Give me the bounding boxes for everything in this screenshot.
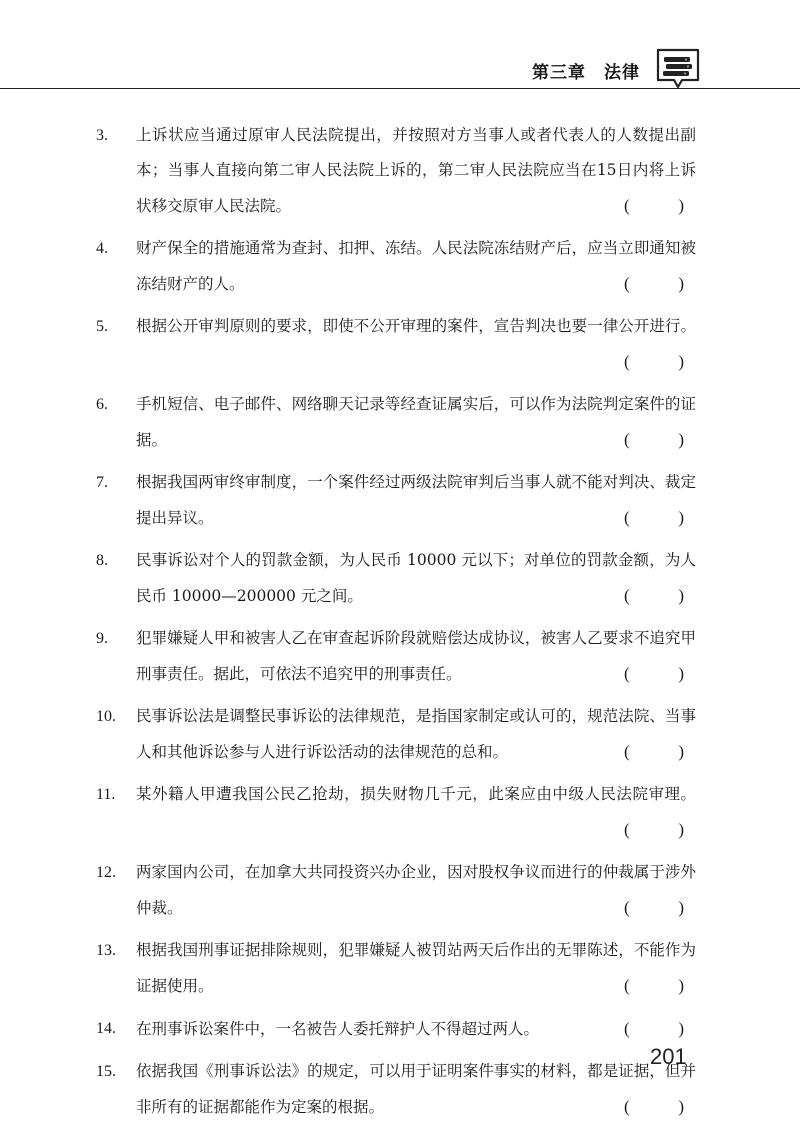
question-number: 6. bbox=[96, 396, 108, 413]
bracket-open: ( bbox=[624, 586, 630, 605]
question-text: 依据我国《刑事诉讼法》的规定，可以用于证明案件事实的材料，都是证据，但并非所有的证据都能作为定案的根据。 bbox=[136, 1062, 696, 1116]
question-text: 两家国内公司，在加拿大共同投资兴办企业，因对股权争议而进行的仲裁属于涉外仲裁。 bbox=[136, 863, 696, 917]
question-item bbox=[96, 543, 696, 614]
bracket-open: ( bbox=[624, 274, 630, 293]
bracket-close: ) bbox=[678, 352, 684, 371]
answer-bracket[interactable] bbox=[624, 1089, 684, 1124]
question-text-block bbox=[136, 387, 696, 458]
answer-bracket[interactable] bbox=[624, 890, 684, 925]
question-item bbox=[96, 387, 696, 458]
question-text: 根据我国刑事证据排除规则，犯罪嫌疑人被罚站两天后作出的无罪陈述，不能作为证据使用。 bbox=[136, 941, 696, 995]
bracket-open: ( bbox=[624, 820, 630, 839]
bracket-close: ) bbox=[678, 898, 684, 917]
chapter-title: 第三章 法律 bbox=[532, 63, 640, 83]
bracket-close: ) bbox=[678, 586, 684, 605]
answer-bracket[interactable] bbox=[624, 656, 684, 691]
answer-bracket[interactable] bbox=[624, 500, 684, 535]
bracket-close: ) bbox=[678, 196, 684, 215]
question-number: 14. bbox=[96, 1020, 116, 1037]
question-number: 13. bbox=[96, 942, 116, 959]
question-number: 7. bbox=[96, 474, 108, 491]
question-number: 5. bbox=[96, 318, 108, 335]
bracket-close: ) bbox=[678, 1019, 684, 1038]
bracket-open: ( bbox=[624, 898, 630, 917]
bracket-close: ) bbox=[678, 430, 684, 449]
question-text: 某外籍人甲遭我国公民乙抢劫，损失财物几千元，此案应由中级人民法院审理。 bbox=[136, 785, 696, 803]
bracket-open: ( bbox=[624, 664, 630, 683]
page-header bbox=[0, 0, 800, 92]
question-item bbox=[96, 1054, 696, 1125]
bracket-close: ) bbox=[678, 976, 684, 995]
question-item bbox=[96, 621, 696, 692]
question-text: 在刑事诉讼案件中，一名被告人委托辩护人不得超过两人。 bbox=[136, 1020, 540, 1038]
answer-bracket[interactable] bbox=[624, 266, 684, 301]
bracket-close: ) bbox=[678, 742, 684, 761]
question-text-block bbox=[136, 699, 696, 770]
bracket-open: ( bbox=[624, 430, 630, 449]
question-number: 10. bbox=[96, 708, 116, 725]
question-item bbox=[96, 118, 696, 224]
question-text: 上诉状应当通过原审人民法院提出，并按照对方当事人或者代表人的人数提出副本；当事人直接向第二审人民法院上诉的，第二审人民法院应当在15日内将上诉状移交原审人民法院。 bbox=[136, 126, 696, 215]
question-number: 4. bbox=[96, 240, 108, 257]
page-number: 201 bbox=[650, 1044, 687, 1069]
question-item bbox=[96, 1011, 696, 1047]
question-item bbox=[96, 231, 696, 302]
question-text-block bbox=[136, 231, 696, 302]
book-stack-icon bbox=[654, 44, 702, 92]
question-text: 手机短信、电子邮件、网络聊天记录等经查证属实后，可以作为法院判定案件的证据。 bbox=[136, 395, 696, 449]
question-text-block bbox=[136, 118, 696, 224]
question-number: 12. bbox=[96, 864, 116, 881]
bracket-open: ( bbox=[624, 1097, 630, 1116]
answer-bracket[interactable] bbox=[624, 968, 684, 1003]
bracket-close: ) bbox=[678, 274, 684, 293]
bracket-open: ( bbox=[624, 742, 630, 761]
bracket-close: ) bbox=[678, 1097, 684, 1116]
question-list bbox=[96, 118, 696, 1132]
question-text-block bbox=[136, 1054, 696, 1125]
answer-bracket[interactable] bbox=[624, 812, 684, 847]
question-text-block bbox=[136, 621, 696, 692]
answer-bracket[interactable] bbox=[624, 1011, 684, 1046]
bracket-close: ) bbox=[678, 664, 684, 683]
bracket-open: ( bbox=[624, 976, 630, 995]
header-rule bbox=[0, 88, 800, 89]
question-item bbox=[96, 855, 696, 926]
bracket-open: ( bbox=[624, 196, 630, 215]
question-text: 根据我国两审终审制度，一个案件经过两级法院审判后当事人就不能对判决、裁定提出异议。 bbox=[136, 473, 696, 527]
question-text: 财产保全的措施通常为查封、扣押、冻结。人民法院冻结财产后，应当立即通知被冻结财产的人。 bbox=[136, 239, 696, 293]
bracket-close: ) bbox=[678, 820, 684, 839]
answer-bracket[interactable] bbox=[624, 344, 684, 379]
question-number: 8. bbox=[96, 552, 108, 569]
question-text: 根据公开审判原则的要求，即使不公开审理的案件，宣告判决也要一律公开进行。 bbox=[136, 317, 696, 335]
answer-bracket[interactable] bbox=[624, 188, 684, 223]
question-text-block bbox=[136, 309, 696, 380]
question-text: 犯罪嫌疑人甲和被害人乙在审查起诉阶段就赔偿达成协议，被害人乙要求不追究甲刑事责任。据此，可依法不追究甲的刑事责任。 bbox=[136, 629, 696, 683]
bracket-open: ( bbox=[624, 352, 630, 371]
question-item bbox=[96, 465, 696, 536]
question-number: 9. bbox=[96, 630, 108, 647]
question-number: 3. bbox=[96, 127, 108, 144]
question-text-block bbox=[136, 543, 696, 614]
question-item bbox=[96, 777, 696, 848]
question-text-block bbox=[136, 777, 696, 848]
question-text-block bbox=[136, 465, 696, 536]
bracket-open: ( bbox=[624, 1019, 630, 1038]
question-item bbox=[96, 933, 696, 1004]
question-text: 民事诉讼法是调整民事诉讼的法律规范，是指国家制定或认可的，规范法院、当事人和其他诉讼参与人进行诉讼活动的法律规范的总和。 bbox=[136, 707, 696, 761]
question-item bbox=[96, 309, 696, 380]
question-number: 15. bbox=[96, 1063, 116, 1080]
bracket-open: ( bbox=[624, 508, 630, 527]
answer-bracket[interactable] bbox=[624, 734, 684, 769]
answer-bracket[interactable] bbox=[624, 578, 684, 613]
question-text-block bbox=[136, 933, 696, 1004]
question-number: 11. bbox=[96, 786, 116, 803]
question-text-block bbox=[136, 1011, 696, 1047]
answer-bracket[interactable] bbox=[624, 422, 684, 457]
question-text-block bbox=[136, 855, 696, 926]
bracket-close: ) bbox=[678, 508, 684, 527]
question-text: 民事诉讼对个人的罚款金额，为人民币 10000 元以下；对单位的罚款金额，为人民币 10000—200000 元之间。 bbox=[136, 551, 696, 605]
question-item bbox=[96, 699, 696, 770]
